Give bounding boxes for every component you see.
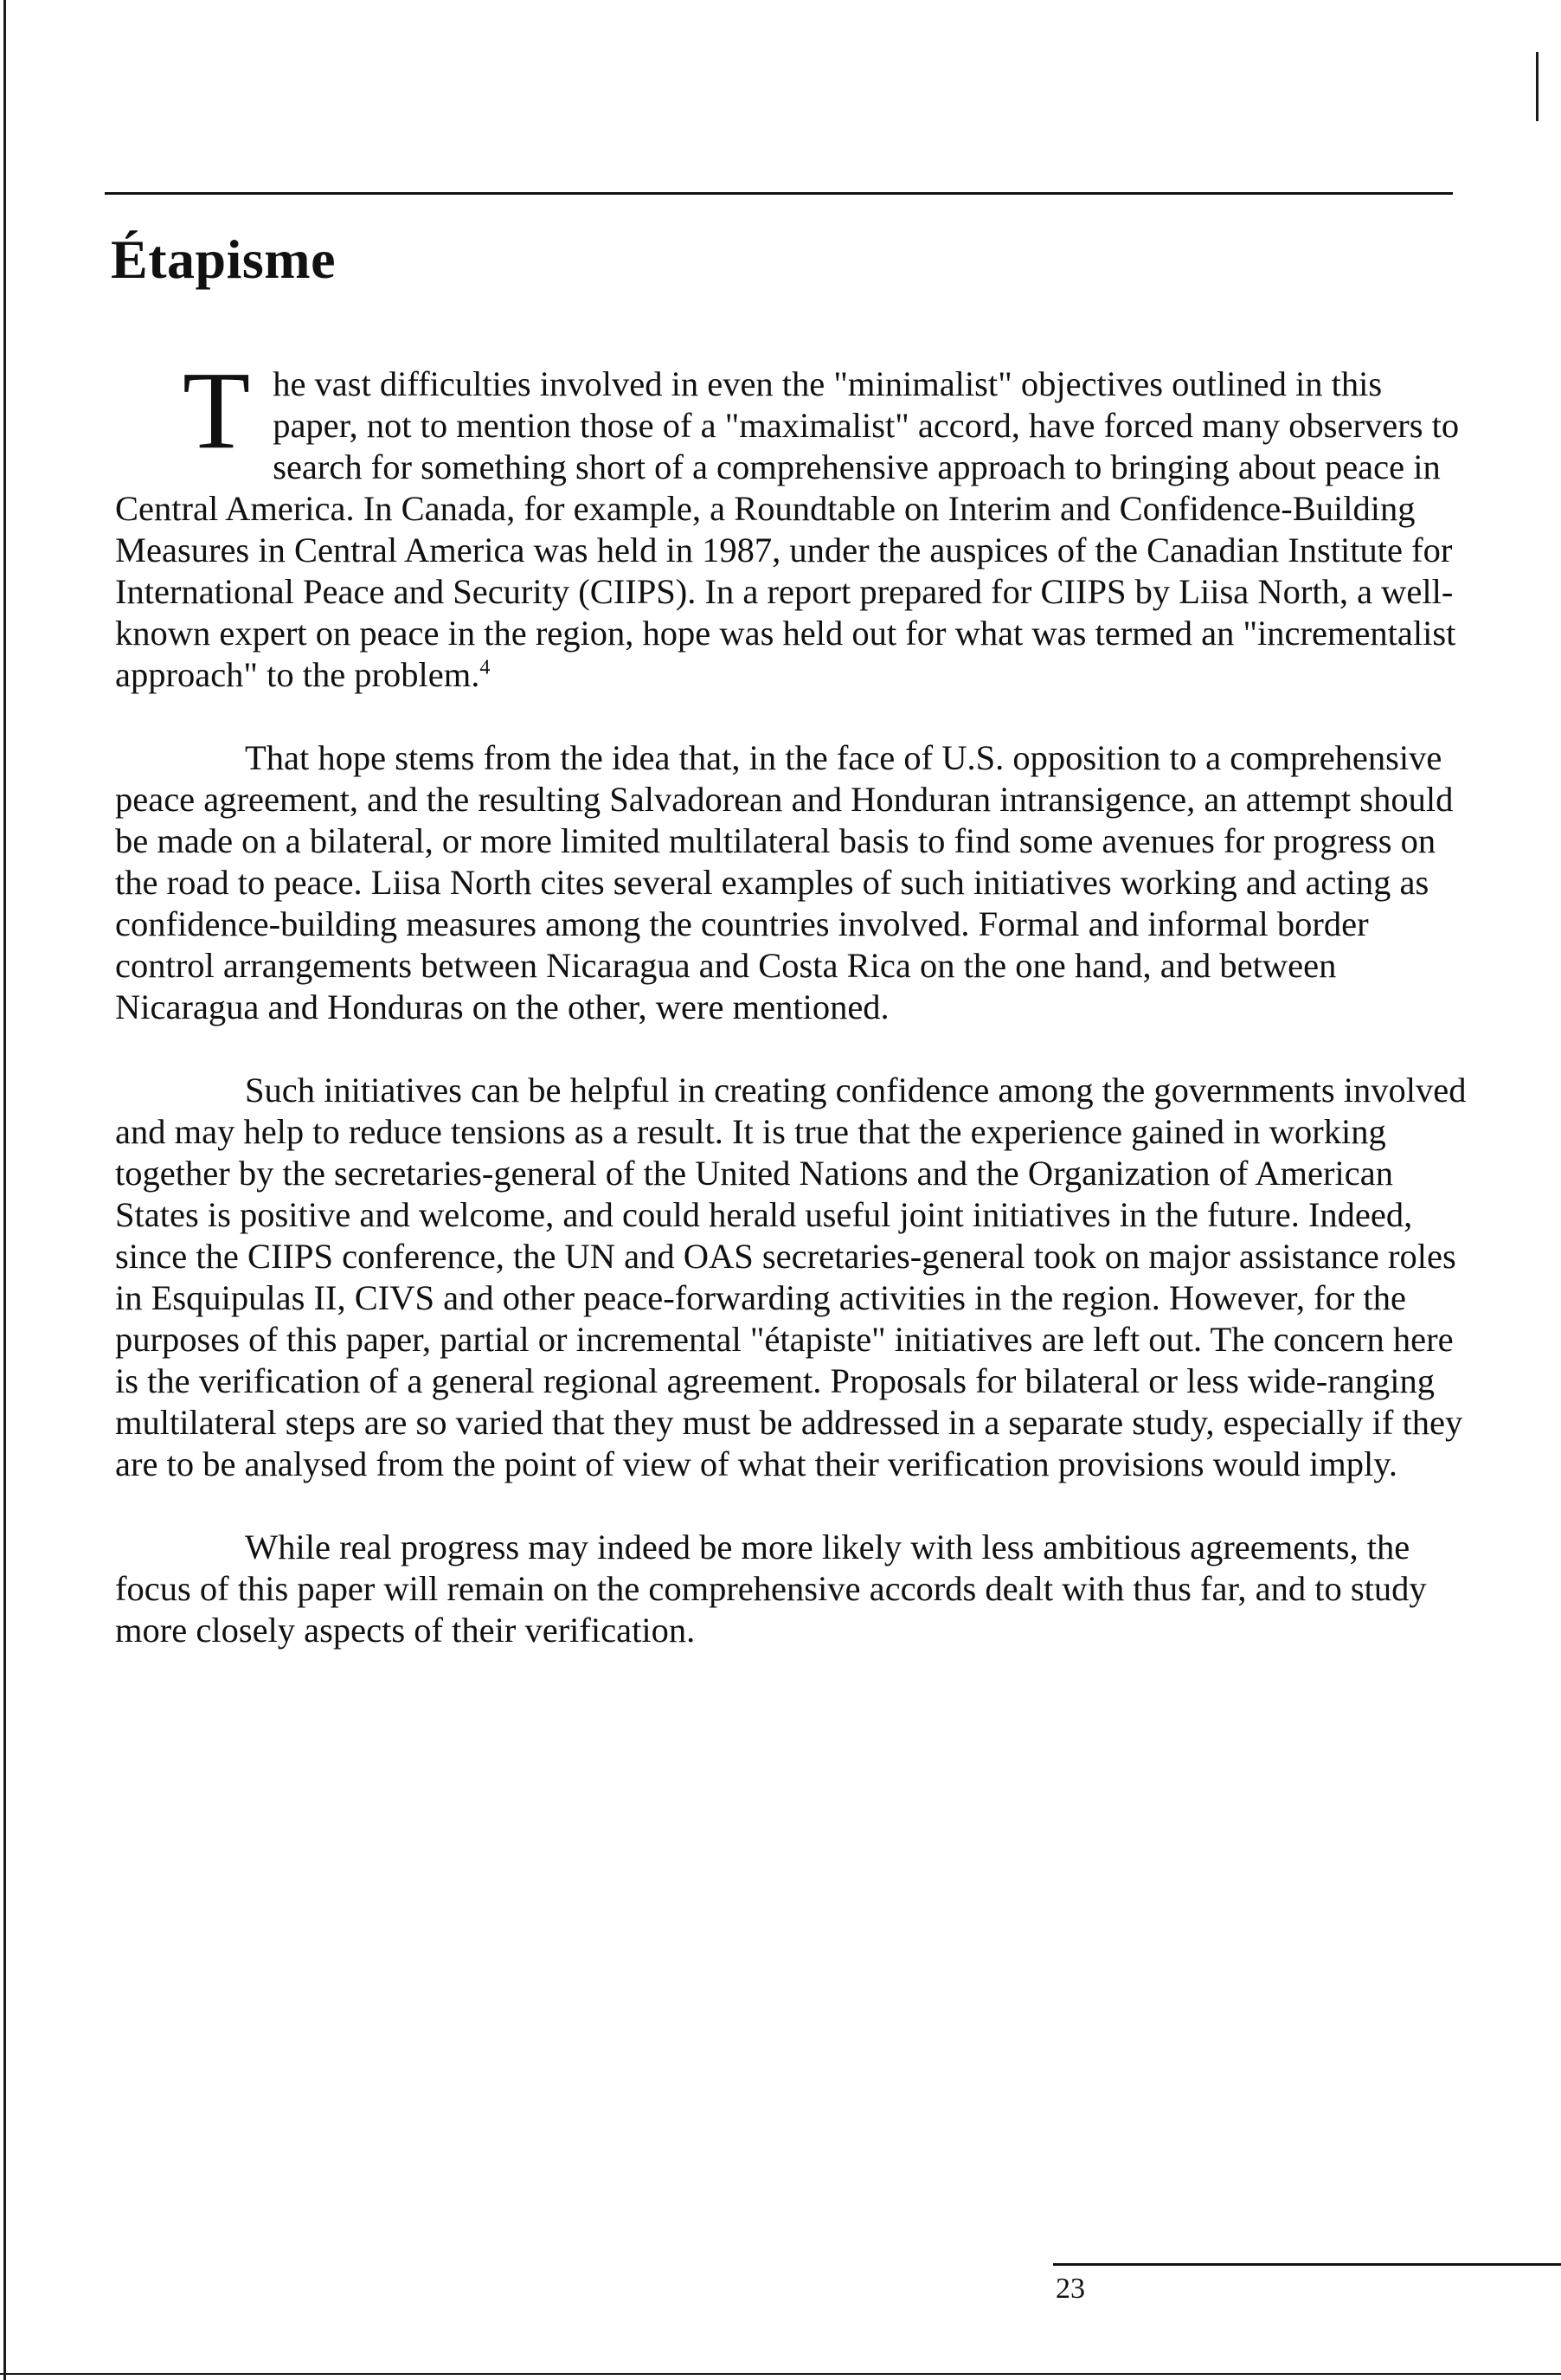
drop-cap: T (183, 349, 251, 472)
page-border-left (3, 0, 6, 2380)
section-title: Étapisme (111, 228, 336, 290)
paragraph-1 (115, 349, 1469, 696)
header-rule (105, 192, 1453, 195)
paragraph-3: Such initiatives can be helpful in creating confidence among the governments involved and may help to reduce tensions as a result. It is true that the experience gained in working together by the secretaries-general of the United Nations and the Organization of American States is positive and welcome, and could herald useful joint initiatives in the future. Indeed, since the CIIPS conference, the UN and OAS secretaries-general took on major assistance roles in Esquipulas II, CIVS and other peace-forwarding activities in the region. However, for the purposes of this paper, partial or incremental "étapiste" initiatives are left out. The concern here is the verification of a general regional agreement. Proposals for bilateral or less wide-ranging multilateral steps are so varied that they must be addressed in a separate study, especially if they are to be analysed from the point of view of what their verification provisions would imply. (115, 1071, 1467, 1483)
body-text (115, 349, 1469, 1693)
page-border-bottom (0, 2373, 1561, 2375)
paragraph-2: That hope stems from the idea that, in the face of U.S. opposition to a comprehensive peace agreement, and the resulting Salvadorean and Honduran intransigence, an attempt should be made on a bilateral, or more limited multilateral basis to find some avenues for progress on the road to peace. Liisa North cites several examples of such initiatives working and acting as confidence-building measures among the countries involved. Formal and informal border control arrangements between Nicaragua and Costa Rica on the one hand, and between Nicaragua and Honduras on the other, were mentioned. (115, 738, 1454, 1026)
page-number: 23 (1056, 2273, 1085, 2305)
footer-rule (1053, 2263, 1561, 2266)
footnote-reference[interactable]: 4 (479, 656, 491, 679)
paragraph-4: While real progress may indeed be more likely with less ambitious agreements, the focus of this paper will remain on the comprehensive accords dealt with thus far, and to study more closely aspects of their verification. (115, 1528, 1427, 1650)
scan-mark (1536, 52, 1539, 121)
paragraph-1-text: he vast difficulties involved in even the "minimalist" objectives outlined in this paper, not to mention those of a "maximalist" accord, have forced many observers to search for something short of a comprehensive approach to bringing about peace in Central America. In Canada, for example, a Roundtable on Interim and Confidence-Building Measures in Central America was held in 1987, under the auspices of the Canadian Institute for International Peace and Security (CIIPS). In a report prepared for CIIPS by Liisa North, a well-known expert on peace in the region, hope was held out for what was termed an "incrementalist approach" to the problem. (115, 364, 1460, 694)
